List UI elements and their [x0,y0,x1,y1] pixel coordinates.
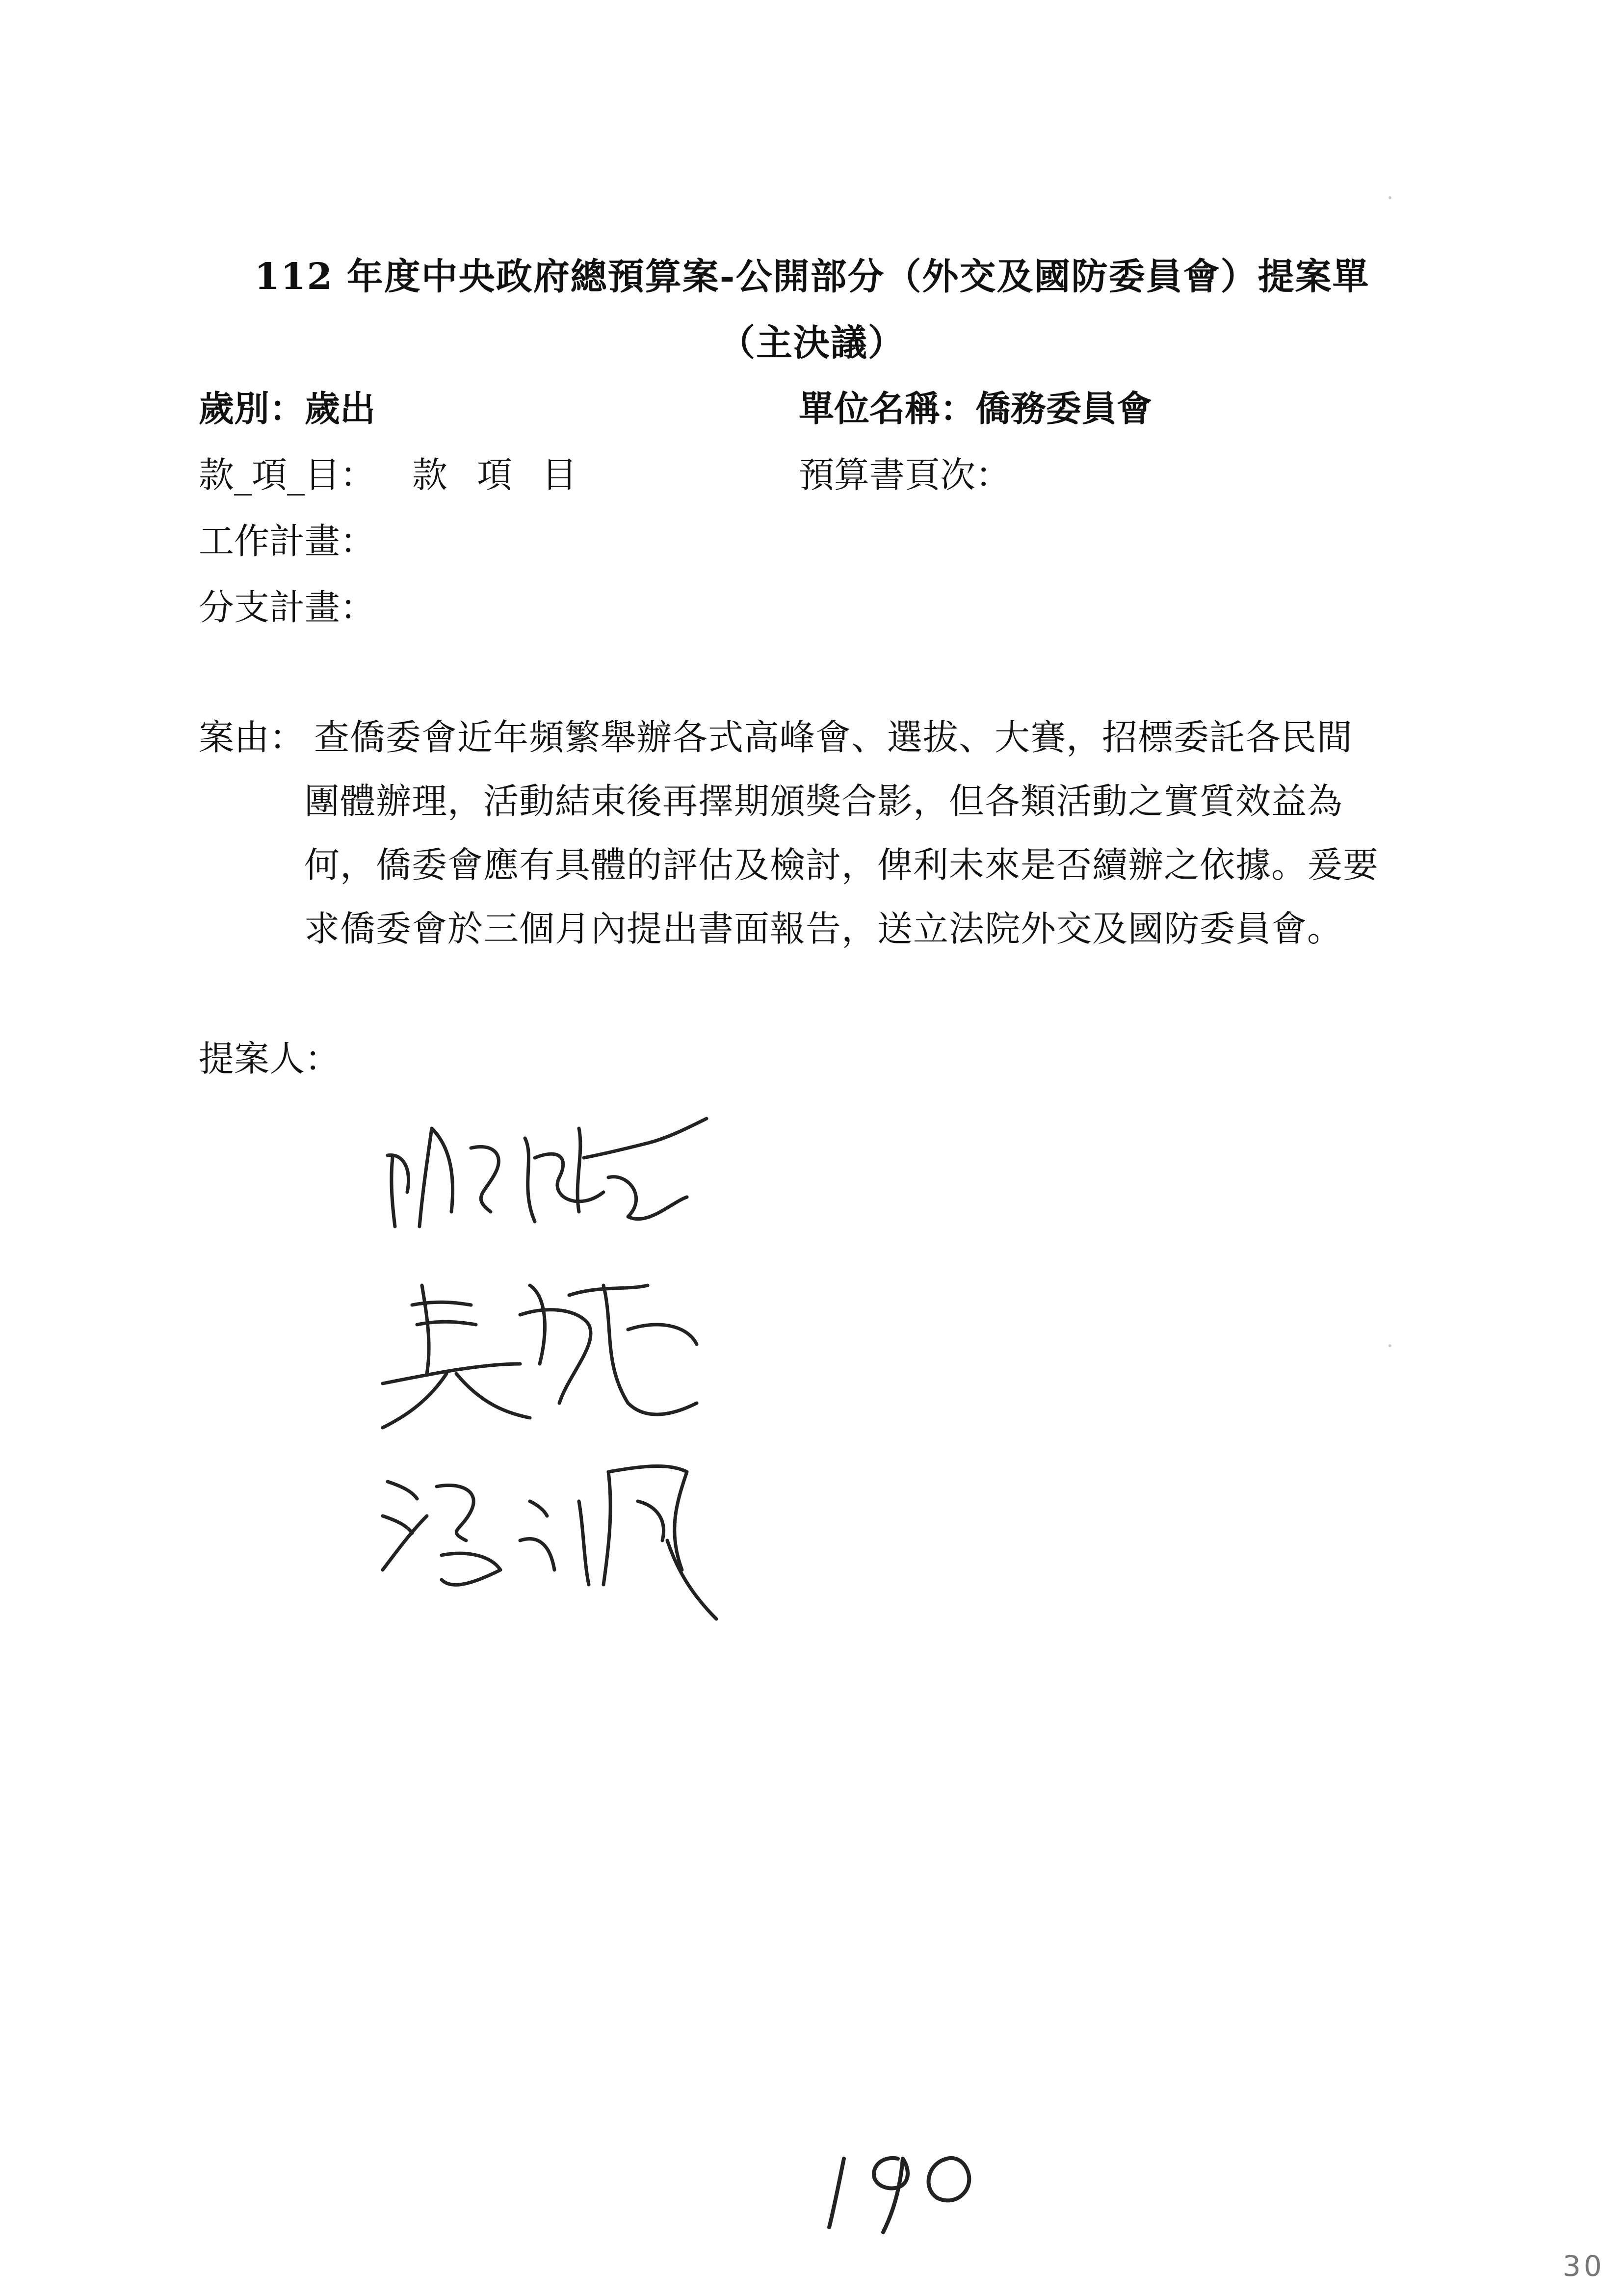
item-label: 款_項_目： [199,454,376,496]
unit-name-field: 單位名稱：僑務委員會 [799,388,1153,429]
scan-speck [1388,196,1391,199]
scan-speck [1388,1344,1391,1347]
reason-text-line: 何，僑委會應有具體的評估及檢討，俾利未來是否續辦之依據。爰要 [304,844,1379,886]
year-category-field: 歲別：歲出 [199,388,376,429]
document-subtitle: （主決議） [719,322,905,364]
proposer-label: 提案人： [199,1038,341,1079]
document-title: 112 年度中央政府總預算案-公開部分（外交及國防委員會）提案單 [254,256,1370,298]
handwritten-page-number-icon [814,2129,991,2237]
corner-page-number: 30 [1563,2249,1605,2283]
reason-text-line: 求僑委會於三個月內提出書面報告，送立法院外交及國防委員會。 [304,908,1343,949]
reason-label: 案由： [199,717,305,758]
sub-plan-field: 分支計畫： [199,587,376,628]
item-value: 款項目 [412,454,607,496]
work-plan-field: 工作計畫： [199,521,376,562]
handwritten-signatures-icon [373,1099,814,1629]
reason-text-line: 團體辦理，活動結束後再擇期頒獎合影，但各類活動之實質效益為 [304,781,1343,822]
reason-text-line: 查僑委會近年頻繁舉辦各式高峰會、選拔、大賽，招標委託各民間 [314,717,1353,758]
budget-page-field: 預算書頁次： [799,454,1011,496]
